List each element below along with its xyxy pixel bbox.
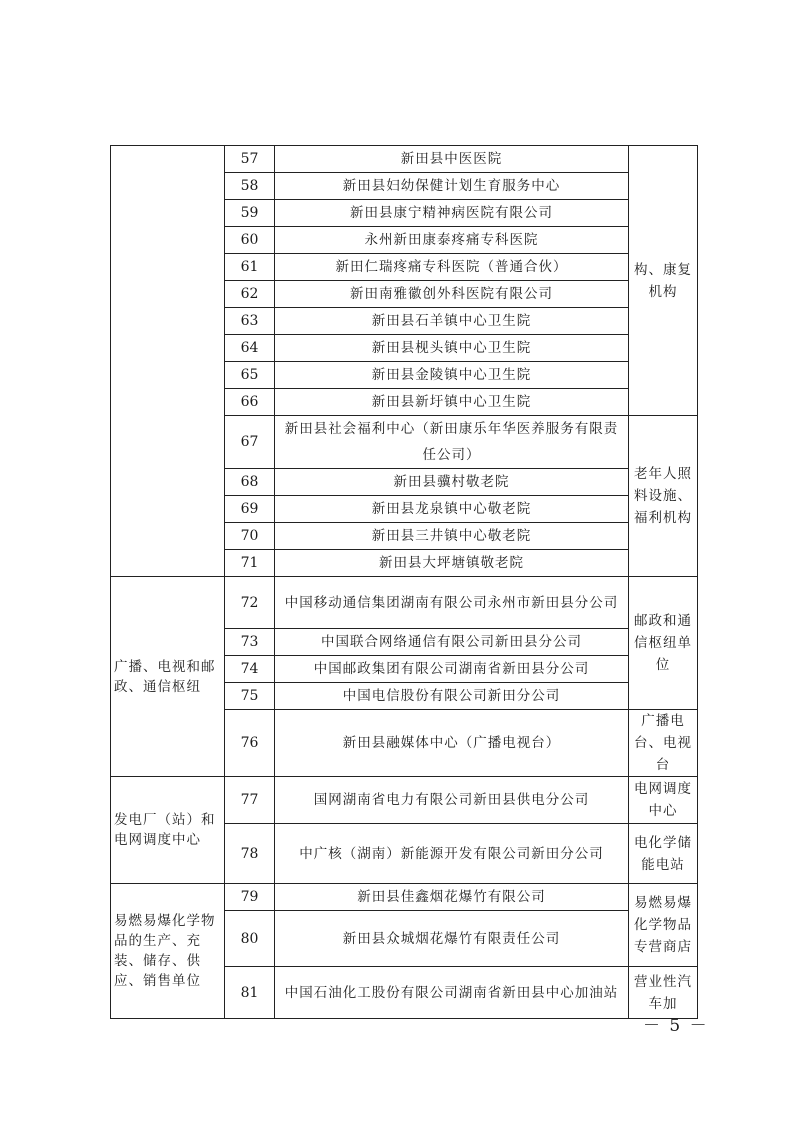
- facility-name: 国网湖南省电力有限公司新田县供电分公司: [275, 777, 629, 824]
- row-number: 74: [225, 656, 275, 683]
- row-number: 68: [225, 469, 275, 496]
- row-number: 73: [225, 629, 275, 656]
- facility-name: 永州新田康泰疼痛专科医院: [275, 227, 629, 254]
- row-number: 60: [225, 227, 275, 254]
- facility-name: 新田县佳鑫烟花爆竹有限公司: [275, 884, 629, 911]
- row-number: 70: [225, 523, 275, 550]
- facility-name: 新田南雅徽创外科医院有限公司: [275, 281, 629, 308]
- subtype-cell-3: 邮政和通信枢纽单位: [629, 577, 698, 710]
- row-number: 59: [225, 200, 275, 227]
- facility-name: 新田县金陵镇中心卫生院: [275, 362, 629, 389]
- row-number: 65: [225, 362, 275, 389]
- subtype-cell-8: 营业性汽车加: [629, 967, 698, 1019]
- category-cell-4: 易燃易爆化学物品的生产、充装、储存、供应、销售单位: [111, 884, 225, 1019]
- category-cell-3: 发电厂（站）和电网调度中心: [111, 777, 225, 884]
- row-number: 63: [225, 308, 275, 335]
- subtype-cell-2: 老年人照料设施、福利机构: [629, 416, 698, 577]
- facility-name: 新田县石羊镇中心卫生院: [275, 308, 629, 335]
- facility-name: 中广核（湖南）新能源开发有限公司新田分公司: [275, 824, 629, 884]
- facility-name: 新田县妇幼保健计划生育服务中心: [275, 173, 629, 200]
- table-row: [111, 884, 698, 911]
- page-number: － 5 －: [643, 1016, 709, 1036]
- row-number: 71: [225, 550, 275, 577]
- row-number: 61: [225, 254, 275, 281]
- facility-name: 新田县三井镇中心敬老院: [275, 523, 629, 550]
- category-cell-2: 广播、电视和邮政、通信枢纽: [111, 577, 225, 777]
- facility-name: 新田县大坪塘镇敬老院: [275, 550, 629, 577]
- facility-name: 中国联合网络通信有限公司新田县分公司: [275, 629, 629, 656]
- facility-name: 新田仁瑞疼痛专科医院（普通合伙）: [275, 254, 629, 281]
- facility-name: 新田县康宁精神病医院有限公司: [275, 200, 629, 227]
- facility-name: 新田县融媒体中心（广播电视台）: [275, 710, 629, 777]
- row-number: 80: [225, 911, 275, 967]
- row-number: 76: [225, 710, 275, 777]
- facility-name: 新田县众城烟花爆竹有限责任公司: [275, 911, 629, 967]
- row-number: 81: [225, 967, 275, 1019]
- table-row: [111, 577, 698, 629]
- subtype-cell-6: 电化学储能电站: [629, 824, 698, 884]
- table-row: [111, 146, 698, 173]
- row-number: 77: [225, 777, 275, 824]
- subtype-cell-4: 广播电台、电视台: [629, 710, 698, 777]
- row-number: 75: [225, 683, 275, 710]
- subtype-cell-5: 电网调度中心: [629, 777, 698, 824]
- subtype-cell-7: 易燃易爆化学物品专营商店: [629, 884, 698, 967]
- row-number: 57: [225, 146, 275, 173]
- facility-name: 中国移动通信集团湖南有限公司永州市新田县分公司: [275, 577, 629, 629]
- facility-name: 新田县新圩镇中心卫生院: [275, 389, 629, 416]
- facility-name: 中国邮政集团有限公司湖南省新田县分公司: [275, 656, 629, 683]
- facility-name: 新田县社会福利中心（新田康乐年华医养服务有限责任公司）: [275, 416, 629, 469]
- category-cell-1: [111, 146, 225, 577]
- row-number: 64: [225, 335, 275, 362]
- facility-name: 新田县骥村敬老院: [275, 469, 629, 496]
- row-number: 78: [225, 824, 275, 884]
- facility-table: [110, 145, 698, 1019]
- facility-name: 新田县龙泉镇中心敬老院: [275, 496, 629, 523]
- row-number: 67: [225, 416, 275, 469]
- row-number: 72: [225, 577, 275, 629]
- subtype-cell-1: 构、康复机构: [629, 146, 698, 416]
- row-number: 69: [225, 496, 275, 523]
- row-number: 58: [225, 173, 275, 200]
- row-number: 62: [225, 281, 275, 308]
- row-number: 79: [225, 884, 275, 911]
- table-row: [111, 777, 698, 824]
- facility-name: 中国石油化工股份有限公司湖南省新田县中心加油站: [275, 967, 629, 1019]
- facility-name: 新田县枧头镇中心卫生院: [275, 335, 629, 362]
- facility-name: 中国电信股份有限公司新田分公司: [275, 683, 629, 710]
- row-number: 66: [225, 389, 275, 416]
- facility-name: 新田县中医医院: [275, 146, 629, 173]
